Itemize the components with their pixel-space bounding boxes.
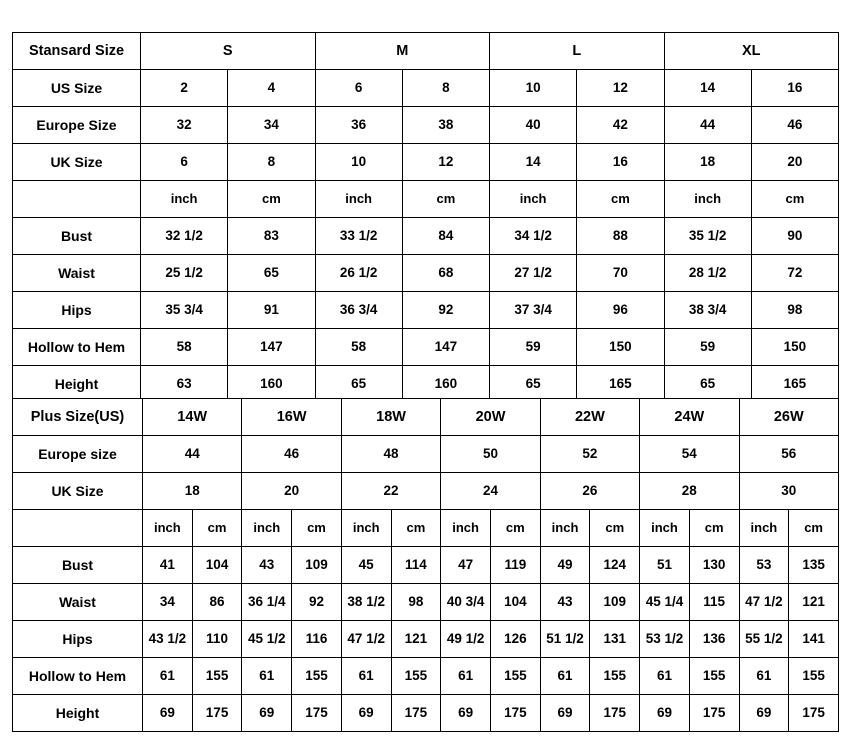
standard-measure-cell: 147 — [228, 329, 315, 366]
plus-measure-cell: 92 — [292, 584, 342, 621]
table-row — [13, 399, 839, 436]
standard-measure-cell: 28 1/2 — [664, 255, 751, 292]
plus-measure-cell: 69 — [540, 695, 590, 732]
standard-group-header: M — [315, 33, 490, 70]
standard-measure-cell: 83 — [228, 218, 315, 255]
plus-measure-cell: 69 — [441, 695, 491, 732]
table-row — [13, 292, 839, 329]
plus-measure-cell: 175 — [689, 695, 739, 732]
table-row — [13, 621, 839, 658]
standard-measure-label: Height — [13, 366, 141, 403]
plus-measure-cell: 175 — [789, 695, 839, 732]
plus-measure-cell: 131 — [590, 621, 640, 658]
table-row — [13, 144, 839, 181]
plus-measure-cell: 86 — [192, 584, 242, 621]
plus-measure-cell: 155 — [590, 658, 640, 695]
plus-corner-label: Plus Size(US) — [13, 399, 143, 436]
standard-cell: 20 — [751, 144, 838, 181]
plus-unit-cell: cm — [590, 510, 640, 547]
plus-unit-cell: inch — [640, 510, 690, 547]
plus-measure-label: Hips — [13, 621, 143, 658]
plus-unit-cell: inch — [540, 510, 590, 547]
plus-measure-cell: 135 — [789, 547, 839, 584]
plus-measure-cell: 43 — [242, 547, 292, 584]
standard-measure-cell: 150 — [577, 329, 664, 366]
standard-measure-label: Hollow to Hem — [13, 329, 141, 366]
standard-unit-cell: cm — [577, 181, 664, 218]
standard-cell: 42 — [577, 107, 664, 144]
plus-measure-cell: 61 — [341, 658, 391, 695]
plus-measure-label: Height — [13, 695, 143, 732]
table-row — [13, 70, 839, 107]
plus-measure-cell: 121 — [391, 621, 441, 658]
plus-row-label: Europe size — [13, 436, 143, 473]
standard-unit-cell: inch — [490, 181, 577, 218]
plus-measure-cell: 155 — [689, 658, 739, 695]
plus-group-header: 26W — [739, 399, 838, 436]
plus-measure-cell: 155 — [789, 658, 839, 695]
plus-measure-cell: 47 — [441, 547, 491, 584]
plus-unit-cell: inch — [242, 510, 292, 547]
standard-measure-cell: 150 — [751, 329, 838, 366]
standard-cell: 6 — [315, 70, 402, 107]
plus-measure-cell: 141 — [789, 621, 839, 658]
plus-unit-cell: inch — [739, 510, 789, 547]
standard-unit-cell: inch — [315, 181, 402, 218]
plus-measure-cell: 41 — [143, 547, 193, 584]
plus-measure-cell: 175 — [192, 695, 242, 732]
standard-cell: 6 — [141, 144, 228, 181]
plus-measure-cell: 36 1/4 — [242, 584, 292, 621]
standard-measure-cell: 65 — [664, 366, 751, 403]
standard-measure-cell: 58 — [141, 329, 228, 366]
plus-measure-cell: 34 — [143, 584, 193, 621]
table-row — [13, 33, 839, 70]
plus-cell: 52 — [540, 436, 639, 473]
standard-unit-row-label — [13, 181, 141, 218]
standard-measure-label: Hips — [13, 292, 141, 329]
standard-group-header: L — [490, 33, 665, 70]
standard-measure-cell: 88 — [577, 218, 664, 255]
plus-measure-cell: 114 — [391, 547, 441, 584]
plus-unit-cell: cm — [789, 510, 839, 547]
table-row — [13, 510, 839, 547]
standard-cell: 12 — [402, 144, 489, 181]
standard-unit-cell: cm — [402, 181, 489, 218]
plus-measure-cell: 69 — [341, 695, 391, 732]
standard-measure-cell: 98 — [751, 292, 838, 329]
standard-cell: 32 — [141, 107, 228, 144]
plus-measure-cell: 69 — [640, 695, 690, 732]
plus-measure-label: Hollow to Hem — [13, 658, 143, 695]
plus-measure-cell: 38 1/2 — [341, 584, 391, 621]
plus-measure-cell: 43 — [540, 584, 590, 621]
plus-measure-cell: 61 — [540, 658, 590, 695]
standard-measure-cell: 160 — [402, 366, 489, 403]
standard-cell: 40 — [490, 107, 577, 144]
plus-measure-cell: 175 — [292, 695, 342, 732]
table-row — [13, 436, 839, 473]
standard-cell: 14 — [664, 70, 751, 107]
plus-measure-cell: 104 — [490, 584, 540, 621]
plus-unit-cell: cm — [192, 510, 242, 547]
plus-measure-cell: 155 — [490, 658, 540, 695]
plus-unit-cell: cm — [292, 510, 342, 547]
standard-measure-cell: 35 3/4 — [141, 292, 228, 329]
plus-cell: 54 — [640, 436, 739, 473]
plus-unit-row-label — [13, 510, 143, 547]
standard-measure-cell: 65 — [228, 255, 315, 292]
plus-measure-cell: 51 1/2 — [540, 621, 590, 658]
standard-group-header: XL — [664, 33, 839, 70]
standard-measure-cell: 58 — [315, 329, 402, 366]
plus-measure-cell: 61 — [441, 658, 491, 695]
standard-corner-label: Stansard Size — [13, 33, 141, 70]
standard-measure-cell: 38 3/4 — [664, 292, 751, 329]
standard-measure-cell: 27 1/2 — [490, 255, 577, 292]
plus-unit-cell: inch — [341, 510, 391, 547]
plus-measure-cell: 45 — [341, 547, 391, 584]
plus-measure-cell: 49 1/2 — [441, 621, 491, 658]
plus-measure-cell: 45 1/4 — [640, 584, 690, 621]
plus-measure-cell: 116 — [292, 621, 342, 658]
standard-measure-cell: 91 — [228, 292, 315, 329]
standard-measure-cell: 160 — [228, 366, 315, 403]
plus-cell: 26 — [540, 473, 639, 510]
table-row — [13, 366, 839, 403]
plus-cell: 24 — [441, 473, 540, 510]
plus-measure-cell: 121 — [789, 584, 839, 621]
standard-group-header: S — [141, 33, 316, 70]
standard-unit-cell: cm — [228, 181, 315, 218]
plus-measure-cell: 130 — [689, 547, 739, 584]
standard-unit-cell: inch — [664, 181, 751, 218]
plus-measure-cell: 155 — [192, 658, 242, 695]
standard-measure-label: Bust — [13, 218, 141, 255]
standard-cell: 8 — [228, 144, 315, 181]
plus-measure-cell: 61 — [739, 658, 789, 695]
plus-measure-cell: 40 3/4 — [441, 584, 491, 621]
plus-measure-cell: 45 1/2 — [242, 621, 292, 658]
standard-size-table-wrapper — [12, 32, 838, 403]
standard-cell: 12 — [577, 70, 664, 107]
plus-unit-cell: cm — [391, 510, 441, 547]
plus-measure-cell: 119 — [490, 547, 540, 584]
plus-measure-cell: 110 — [192, 621, 242, 658]
plus-unit-cell: cm — [689, 510, 739, 547]
plus-measure-cell: 61 — [143, 658, 193, 695]
standard-measure-cell: 59 — [490, 329, 577, 366]
standard-measure-cell: 59 — [664, 329, 751, 366]
standard-cell: 10 — [490, 70, 577, 107]
standard-measure-cell: 147 — [402, 329, 489, 366]
standard-cell: 18 — [664, 144, 751, 181]
standard-measure-cell: 72 — [751, 255, 838, 292]
standard-measure-cell: 84 — [402, 218, 489, 255]
standard-measure-cell: 37 3/4 — [490, 292, 577, 329]
plus-unit-cell: cm — [490, 510, 540, 547]
plus-measure-cell: 47 1/2 — [739, 584, 789, 621]
plus-row-label: UK Size — [13, 473, 143, 510]
standard-measure-cell: 33 1/2 — [315, 218, 402, 255]
standard-cell: 44 — [664, 107, 751, 144]
plus-measure-label: Waist — [13, 584, 143, 621]
standard-measure-cell: 65 — [315, 366, 402, 403]
plus-cell: 22 — [341, 473, 440, 510]
plus-measure-cell: 53 — [739, 547, 789, 584]
standard-row-label: US Size — [13, 70, 141, 107]
plus-measure-cell: 136 — [689, 621, 739, 658]
plus-measure-cell: 104 — [192, 547, 242, 584]
plus-group-header: 20W — [441, 399, 540, 436]
table-row — [13, 584, 839, 621]
standard-measure-label: Waist — [13, 255, 141, 292]
standard-cell: 8 — [402, 70, 489, 107]
standard-measure-cell: 26 1/2 — [315, 255, 402, 292]
table-row — [13, 181, 839, 218]
plus-measure-cell: 115 — [689, 584, 739, 621]
table-row — [13, 218, 839, 255]
standard-cell: 46 — [751, 107, 838, 144]
plus-size-table — [12, 398, 839, 732]
table-row — [13, 255, 839, 292]
table-row — [13, 473, 839, 510]
plus-cell: 30 — [739, 473, 838, 510]
plus-cell: 46 — [242, 436, 341, 473]
plus-measure-cell: 53 1/2 — [640, 621, 690, 658]
plus-cell: 48 — [341, 436, 440, 473]
plus-measure-label: Bust — [13, 547, 143, 584]
standard-measure-cell: 25 1/2 — [141, 255, 228, 292]
plus-measure-cell: 98 — [391, 584, 441, 621]
plus-measure-cell: 61 — [640, 658, 690, 695]
plus-cell: 18 — [143, 473, 242, 510]
table-row — [13, 329, 839, 366]
standard-measure-cell: 92 — [402, 292, 489, 329]
table-row — [13, 658, 839, 695]
plus-measure-cell: 55 1/2 — [739, 621, 789, 658]
standard-measure-cell: 65 — [490, 366, 577, 403]
plus-measure-cell: 155 — [292, 658, 342, 695]
plus-group-header: 16W — [242, 399, 341, 436]
standard-measure-cell: 32 1/2 — [141, 218, 228, 255]
standard-measure-cell: 90 — [751, 218, 838, 255]
standard-measure-cell: 36 3/4 — [315, 292, 402, 329]
standard-measure-cell: 70 — [577, 255, 664, 292]
standard-unit-cell: inch — [141, 181, 228, 218]
plus-measure-cell: 43 1/2 — [143, 621, 193, 658]
plus-measure-cell: 126 — [490, 621, 540, 658]
standard-cell: 14 — [490, 144, 577, 181]
plus-measure-cell: 175 — [490, 695, 540, 732]
table-row — [13, 695, 839, 732]
standard-measure-cell: 35 1/2 — [664, 218, 751, 255]
plus-measure-cell: 49 — [540, 547, 590, 584]
plus-size-table-wrapper — [12, 398, 838, 732]
plus-unit-cell: inch — [143, 510, 193, 547]
plus-group-header: 22W — [540, 399, 639, 436]
standard-measure-cell: 165 — [577, 366, 664, 403]
plus-measure-cell: 109 — [590, 584, 640, 621]
plus-unit-cell: inch — [441, 510, 491, 547]
standard-measure-cell: 63 — [141, 366, 228, 403]
plus-group-header: 18W — [341, 399, 440, 436]
standard-row-label: UK Size — [13, 144, 141, 181]
plus-measure-cell: 69 — [739, 695, 789, 732]
plus-measure-cell: 69 — [143, 695, 193, 732]
plus-cell: 50 — [441, 436, 540, 473]
table-row — [13, 547, 839, 584]
plus-measure-cell: 109 — [292, 547, 342, 584]
standard-cell: 10 — [315, 144, 402, 181]
plus-cell: 56 — [739, 436, 838, 473]
plus-measure-cell: 175 — [391, 695, 441, 732]
plus-measure-cell: 69 — [242, 695, 292, 732]
plus-measure-cell: 61 — [242, 658, 292, 695]
standard-measure-cell: 165 — [751, 366, 838, 403]
standard-measure-cell: 68 — [402, 255, 489, 292]
plus-measure-cell: 47 1/2 — [341, 621, 391, 658]
plus-cell: 44 — [143, 436, 242, 473]
standard-measure-cell: 96 — [577, 292, 664, 329]
standard-cell: 16 — [577, 144, 664, 181]
plus-group-header: 24W — [640, 399, 739, 436]
standard-cell: 16 — [751, 70, 838, 107]
plus-group-header: 14W — [143, 399, 242, 436]
standard-row-label: Europe Size — [13, 107, 141, 144]
standard-unit-cell: cm — [751, 181, 838, 218]
standard-size-table — [12, 32, 839, 403]
standard-cell: 34 — [228, 107, 315, 144]
standard-cell: 4 — [228, 70, 315, 107]
plus-cell: 28 — [640, 473, 739, 510]
standard-cell: 36 — [315, 107, 402, 144]
plus-measure-cell: 51 — [640, 547, 690, 584]
table-row — [13, 107, 839, 144]
plus-cell: 20 — [242, 473, 341, 510]
standard-measure-cell: 34 1/2 — [490, 218, 577, 255]
plus-measure-cell: 175 — [590, 695, 640, 732]
plus-measure-cell: 124 — [590, 547, 640, 584]
plus-measure-cell: 155 — [391, 658, 441, 695]
standard-cell: 38 — [402, 107, 489, 144]
standard-cell: 2 — [141, 70, 228, 107]
